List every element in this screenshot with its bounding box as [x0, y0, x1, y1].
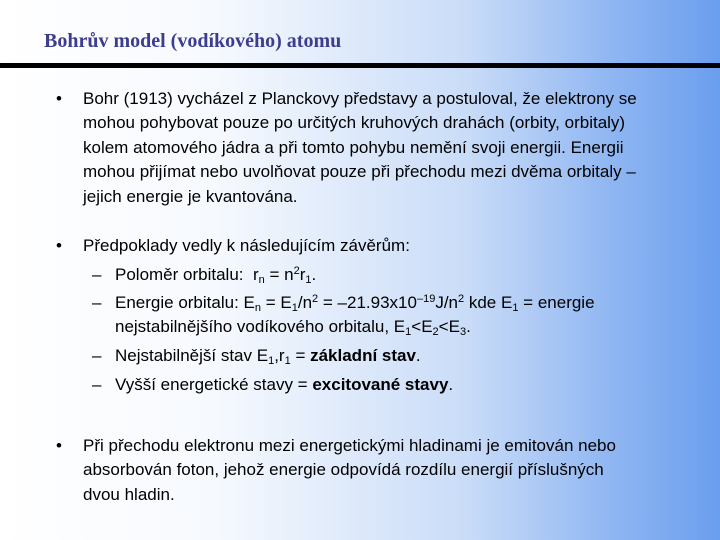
subitem-excited-states: Vyšší energetické stavy = excitované stavy.	[115, 375, 454, 394]
bullet-marker: •	[56, 436, 62, 455]
subitem-orbit-radius: Poloměr orbitalu: $r_n = n^2r_1$.	[115, 265, 317, 286]
subitem-orbit-energy: Energie orbitalu: $E_n = E_1/n^2 = -21.93x10^{-19}J/n^2$ kde $E_1$ = energie nejstabilnějšího vodíkového orbitalu, $E_1<E_2<E_3$.	[115, 293, 595, 339]
subitem-ground-state: Nejstabilnější stav $E_1,r_1$ = základní stav.	[115, 346, 421, 367]
dash-marker: –	[92, 375, 102, 394]
dash-marker: –	[92, 346, 102, 365]
bullet-bohr-postulate: Bohr (1913) vycházel z Planckovy představy a postuloval, že elektrony se mohou pohybovat pouze po určitých kruhových drahách (orbity, orbitaly) kolem atomového jádra a při tomto pohybu nemění svoji energii. Energii mohou přijímat nebo uvolňovat pouze při přechodu mezi dvěma orbitaly – jejich energie je kvantována.	[83, 89, 637, 206]
dash-marker: –	[92, 265, 102, 284]
dash-marker: –	[92, 293, 102, 312]
bullet-photon-transition: Při přechodu elektronu mezi energetickými hladinami je emitován nebo absorbován foton, jehož energie odpovídá rozdílu energií příslušných dvou hladin.	[83, 436, 616, 504]
bullet-marker: •	[56, 89, 62, 108]
bullet-conclusions-intro: Předpoklady vedly k následujícím závěrům:	[83, 236, 410, 255]
bullet-marker: •	[56, 236, 62, 255]
slide-title: Bohrův model (vodíkového) atomu	[44, 30, 342, 52]
